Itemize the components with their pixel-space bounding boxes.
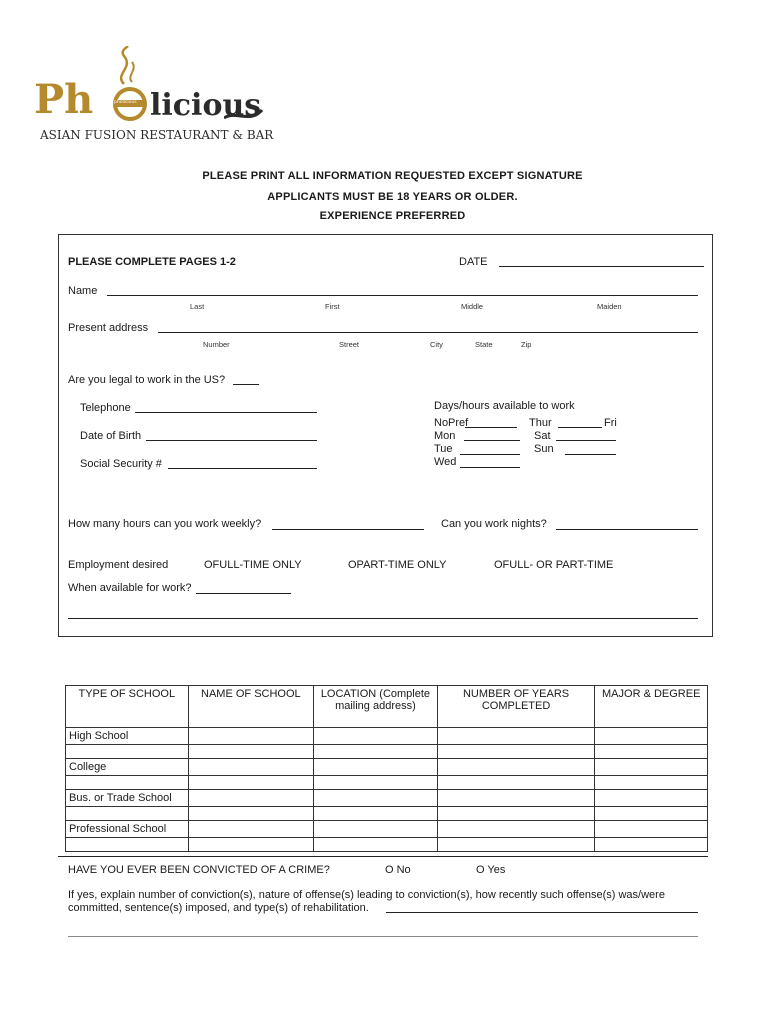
address-sub-number: Number — [203, 340, 230, 349]
bowl-text: pholicious — [114, 100, 137, 105]
table-cell[interactable] — [314, 728, 438, 745]
header-type-of-school: TYPE OF SCHOOL — [66, 686, 189, 728]
pages-note: PLEASE COMPLETE PAGES 1-2 — [68, 256, 236, 268]
crime-explain-line-2: committed, sentence(s) imposed, and type(s) of rehabilitation. — [68, 902, 369, 914]
when-available-label: When available for work? — [68, 582, 192, 594]
address-sub-zip: Zip — [521, 340, 532, 349]
name-sub-last: Last — [190, 302, 205, 311]
hours-weekly-field[interactable] — [272, 529, 424, 530]
day-nopref-label: NoPref — [434, 417, 469, 429]
crime-explain-extra-line[interactable] — [68, 936, 698, 937]
table-cell[interactable] — [595, 776, 708, 790]
crime-option-yes[interactable]: O Yes — [476, 864, 506, 876]
date-label: DATE — [459, 256, 488, 268]
education-header-row — [66, 686, 708, 728]
table-cell[interactable] — [437, 745, 595, 759]
header-years-completed: NUMBER OF YEARS COMPLETED — [437, 686, 595, 728]
day-sun-label: Sun — [534, 443, 554, 455]
table-cell[interactable] — [437, 728, 595, 745]
table-cell[interactable] — [595, 759, 708, 776]
logo-brand-rest: licious — [150, 88, 262, 123]
table-row — [66, 728, 708, 745]
table-row — [66, 807, 708, 821]
table-cell[interactable] — [437, 776, 595, 790]
employment-label: Employment desired — [68, 559, 169, 571]
table-row — [66, 838, 708, 852]
table-cell[interactable] — [188, 728, 314, 745]
option-full-or-part[interactable]: OFULL- OR PART-TIME — [494, 559, 614, 571]
nights-label: Can you work nights? — [441, 518, 547, 530]
header-major-degree: MAJOR & DEGREE — [595, 686, 708, 728]
address-sub-state: State — [475, 340, 493, 349]
logo-swoosh-icon — [224, 106, 264, 126]
day-sat-label: Sat — [534, 430, 551, 442]
crime-section-rule — [58, 856, 708, 857]
telephone-label: Telephone — [80, 402, 131, 414]
row-label-trade-school: Bus. or Trade School — [66, 790, 189, 807]
steam-icon — [112, 46, 142, 86]
name-sub-first: First — [325, 302, 340, 311]
table-cell[interactable] — [314, 807, 438, 821]
telephone-field[interactable] — [135, 412, 317, 413]
table-cell[interactable] — [66, 807, 189, 821]
header-line-3: EXPERIENCE PREFERRED — [319, 210, 466, 222]
header-location: LOCATION (Complete mailing address) — [314, 686, 438, 728]
crime-option-no[interactable]: O No — [385, 864, 411, 876]
row-label-professional-school: Professional School — [66, 821, 189, 838]
day-mon-label: Mon — [434, 430, 456, 442]
table-cell[interactable] — [437, 807, 595, 821]
table-row — [66, 776, 708, 790]
table-cell[interactable] — [188, 776, 314, 790]
option-full-time[interactable]: OFULL-TIME ONLY — [204, 559, 302, 571]
table-cell[interactable] — [66, 838, 189, 852]
table-cell[interactable] — [66, 776, 189, 790]
restaurant-logo — [34, 46, 274, 146]
address-sub-street: Street — [339, 340, 360, 349]
legal-label: Are you legal to work in the US? — [68, 374, 226, 386]
table-cell[interactable] — [595, 838, 708, 852]
day-sat-field[interactable] — [556, 440, 616, 441]
header-line-1: PLEASE PRINT ALL INFORMATION REQUESTED EXCEPT SIGNATURE — [202, 170, 583, 182]
day-nopref-field[interactable] — [465, 427, 517, 428]
table-cell[interactable] — [595, 807, 708, 821]
table-row — [66, 790, 708, 807]
table-cell[interactable] — [437, 838, 595, 852]
table-cell[interactable] — [314, 838, 438, 852]
option-part-time[interactable]: OPART-TIME ONLY — [348, 559, 447, 571]
crime-explain-line-1: If yes, explain number of conviction(s), nature of offense(s) leading to conviction(s), how recently such offense(s) was/were — [68, 889, 665, 901]
day-sun-field[interactable] — [565, 454, 616, 455]
table-cell[interactable] — [314, 790, 438, 807]
address-field[interactable] — [158, 332, 698, 333]
table-cell[interactable] — [437, 821, 595, 838]
day-fri-label: Fri — [604, 417, 617, 429]
table-cell[interactable] — [595, 821, 708, 838]
dob-label: Date of Birth — [80, 430, 142, 442]
name-sub-maiden: Maiden — [597, 302, 622, 311]
table-row — [66, 759, 708, 776]
when-available-extra-line[interactable] — [68, 618, 698, 619]
table-cell[interactable] — [188, 745, 314, 759]
table-cell[interactable] — [314, 821, 438, 838]
when-available-field[interactable] — [196, 593, 291, 594]
table-cell[interactable] — [66, 745, 189, 759]
table-cell[interactable] — [188, 821, 314, 838]
table-cell[interactable] — [188, 759, 314, 776]
days-title: Days/hours available to work — [434, 400, 575, 412]
table-cell[interactable] — [188, 790, 314, 807]
name-label: Name — [68, 285, 98, 297]
name-sub-middle: Middle — [461, 302, 484, 311]
day-tue-field[interactable] — [460, 454, 520, 455]
day-thur-label: Thur — [529, 417, 552, 429]
table-cell[interactable] — [595, 745, 708, 759]
header-name-of-school: NAME OF SCHOOL — [188, 686, 314, 728]
table-cell[interactable] — [595, 728, 708, 745]
day-mon-field[interactable] — [464, 440, 520, 441]
table-row — [66, 745, 708, 759]
ssn-field[interactable] — [168, 468, 317, 469]
table-cell[interactable] — [437, 759, 595, 776]
nights-field[interactable] — [556, 529, 698, 530]
table-row — [66, 821, 708, 838]
table-cell[interactable] — [437, 790, 595, 807]
dob-field[interactable] — [146, 440, 317, 441]
day-wed-label: Wed — [434, 456, 457, 468]
table-cell[interactable] — [314, 776, 438, 790]
crime-explain-field[interactable] — [386, 912, 698, 913]
ssn-label: Social Security # — [80, 458, 162, 470]
education-table — [65, 685, 708, 852]
crime-question: HAVE YOU EVER BEEN CONVICTED OF A CRIME? — [68, 864, 330, 876]
row-label-college: College — [66, 759, 189, 776]
hours-weekly-label: How many hours can you work weekly? — [68, 518, 262, 530]
day-wed-field[interactable] — [460, 467, 520, 468]
day-tue-label: Tue — [434, 443, 453, 455]
legal-field[interactable] — [233, 384, 259, 385]
day-thur-field[interactable] — [558, 427, 602, 428]
address-label: Present address — [68, 322, 149, 334]
address-sub-city: City — [430, 340, 443, 349]
table-cell[interactable] — [314, 745, 438, 759]
table-cell[interactable] — [595, 790, 708, 807]
date-field[interactable] — [499, 266, 704, 267]
row-label-high-school: High School — [66, 728, 189, 745]
header-line-2: APPLICANTS MUST BE 18 YEARS OR OLDER. — [267, 191, 518, 203]
table-cell[interactable] — [188, 838, 314, 852]
logo-brand-first: Ph — [34, 76, 94, 123]
logo-tagline: ASIAN FUSION RESTAURANT & BAR — [40, 128, 274, 142]
name-field[interactable] — [107, 295, 698, 296]
table-cell[interactable] — [314, 759, 438, 776]
table-cell[interactable] — [188, 807, 314, 821]
